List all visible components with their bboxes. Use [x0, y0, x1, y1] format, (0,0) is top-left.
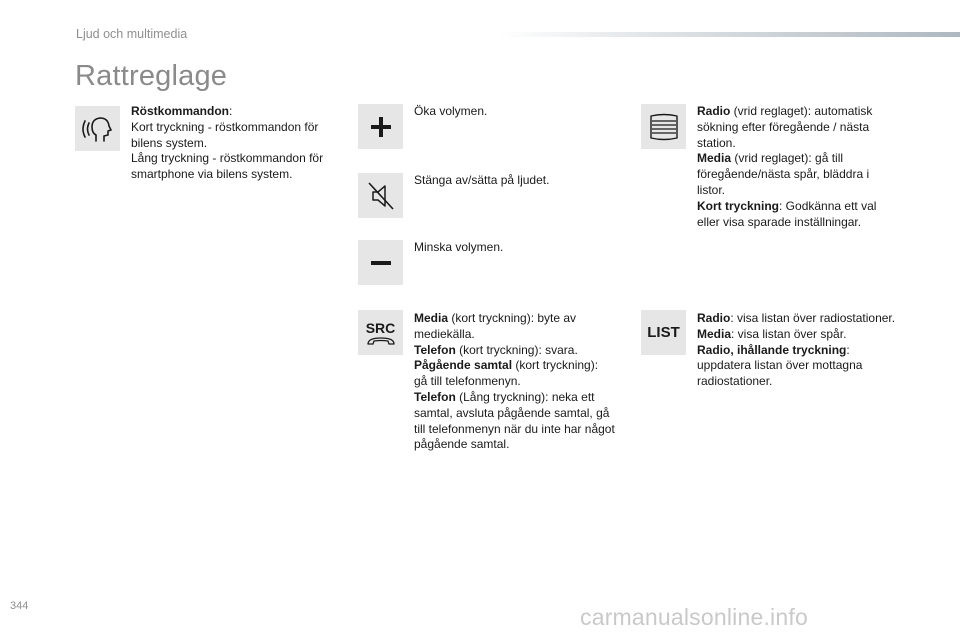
page-title: Rattreglage: [75, 60, 228, 92]
scroll-wheel-icon: [648, 112, 680, 142]
src-label: SRC: [365, 319, 396, 336]
term-media-wheel: Media: [697, 151, 732, 166]
term-kort-tryckning: Kort tryckning: [697, 198, 780, 213]
src-phone-icon: [365, 335, 397, 347]
list-icon: LIST: [647, 324, 680, 341]
volume-down-description: Minska volymen.: [414, 240, 504, 254]
minus-icon: [369, 251, 393, 275]
term-voice: Röstkommandon: [131, 104, 230, 118]
scroll-wheel-description: Radio (vrid reglaget): automatisk sökning efter föregående / nästa station. Media (vrid reglaget): gå till föregående/nästa spår, bläddra i listor. Kort tryckning: Godkänna ett val eller visa sparade inställningar.: [697, 104, 877, 229]
list-description: Radio: visa listan över radiostationer. Media: visa listan över spår. Radio, ihållande tryckning: uppdatera listan över mottagna radiostationer.: [697, 311, 896, 389]
mute-description: Stänga av/sätta på ljudet.: [414, 173, 550, 187]
term-pagaende-samtal: Pågående samtal: [414, 358, 513, 373]
plus-icon: [369, 115, 393, 139]
term-telefon: Telefon: [414, 342, 456, 357]
watermark: carmanualsonline.info: [580, 604, 808, 630]
voice-command-button: [75, 106, 120, 151]
volume-up-description: Öka volymen.: [414, 104, 488, 118]
term-radio-list: Radio: [697, 311, 731, 325]
mute-icon: [364, 179, 398, 213]
page-number: 344: [10, 600, 29, 612]
voice-command-description: Röstkommandon: Kort tryckning - röstkommandon för bilens system. Lång tryckning - röstkommandon för smartphone via bilens system.: [131, 104, 324, 182]
section-header: Ljud och multimedia: [76, 27, 188, 41]
term-radio-long: Radio, ihållande tryckning: [697, 342, 847, 357]
term-radio: Radio: [697, 104, 731, 118]
term-telefon-long: Telefon: [414, 389, 456, 404]
mute-button: [358, 173, 403, 218]
volume-up-button: [358, 104, 403, 149]
header-divider: [498, 32, 960, 37]
src-button: [358, 310, 403, 355]
voice-command-icon: [80, 111, 116, 147]
src-description: Media (kort tryckning): byte av mediekälla. Telefon (kort tryckning): svara. Pågående samtal (kort tryckning): gå till telefonmenyn. Telefon (Lång tryckning): neka ett samtal, avsluta pågående samtal, gå till telefonmenyn när du inte har något pågående samtal.: [414, 311, 615, 452]
term-media-list: Media: [697, 326, 732, 341]
scroll-wheel-button: [641, 104, 686, 149]
term-media: Media: [414, 311, 449, 325]
volume-down-button: [358, 240, 403, 285]
list-button: [641, 310, 686, 355]
